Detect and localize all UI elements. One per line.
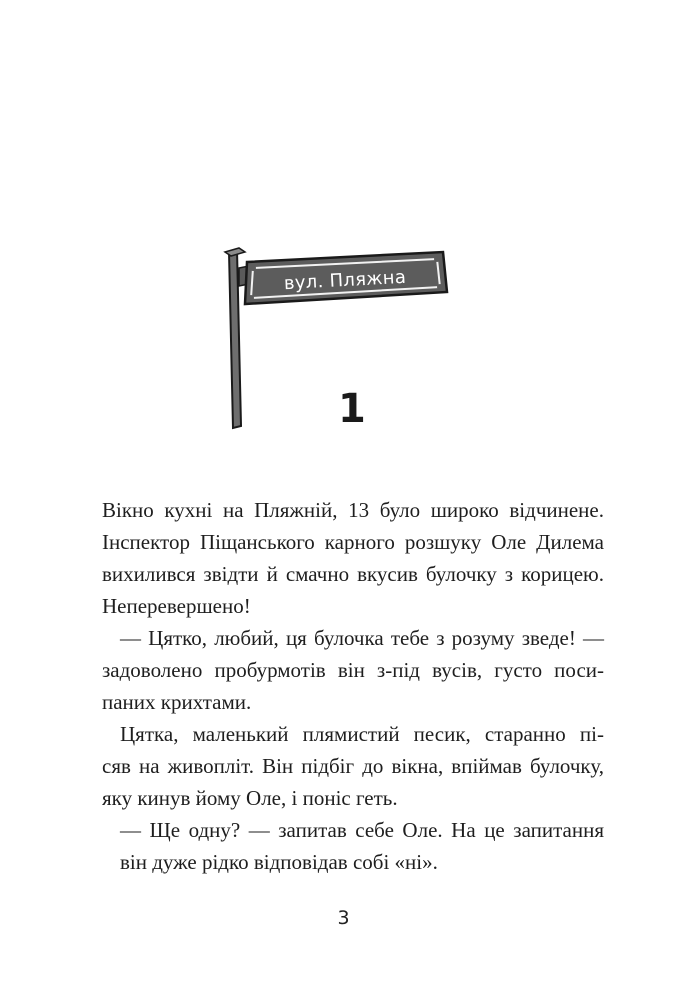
text-line: яку кинув йому Оле, і поніс геть.: [102, 786, 398, 810]
text-line: вихилився звідти й смачно вкусив булочку з корицею.: [102, 562, 604, 586]
text-line: Вікно кухні на Пляжній, 13 було широко відчинене.: [102, 498, 604, 522]
text-line: сяв на живопліт. Він підбіг до вікна, впіймав булочку,: [102, 754, 604, 778]
street-sign-icon: [215, 240, 455, 430]
body-text: [102, 494, 604, 878]
street-sign-label: вул. Пляжна: [283, 266, 407, 295]
text-line: — Ще одну? — запитав себе Оле. На це запитання: [120, 818, 604, 842]
text-line: він дуже рідко відповідав собі «ні».: [120, 850, 438, 874]
text-line: Цятка, маленький плямистий песик, старанно пі-: [120, 722, 604, 746]
text-line: — Цятко, любий, ця булочка тебе з розуму зведе! —: [120, 626, 604, 650]
text-line: Інспектор Піщанського карного розшуку Оле Дилема: [102, 530, 604, 554]
text-line: паних крихтами.: [102, 690, 252, 714]
chapter-number: 1: [338, 386, 366, 432]
text-line: Неперевершено!: [102, 594, 251, 618]
text-line: задоволено пробурмотів він з-під вусів, густо поси-: [102, 658, 604, 682]
page-number: 3: [337, 907, 350, 929]
